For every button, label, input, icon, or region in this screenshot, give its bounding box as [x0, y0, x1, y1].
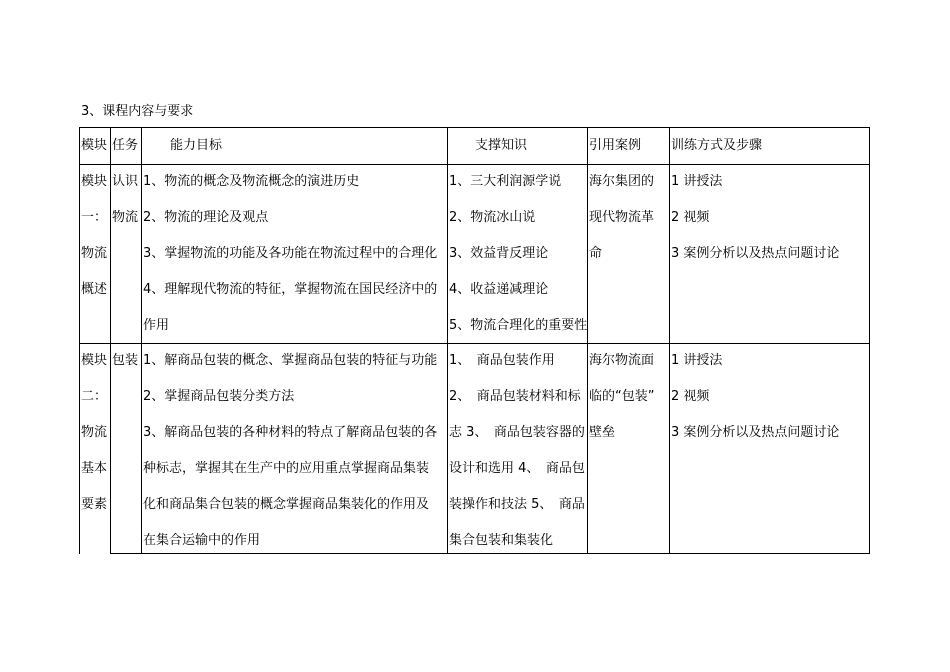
row2-ability-line: 种标志，掌握其在生产中的应用重点掌握商品集装: [143, 461, 430, 476]
row1-ability-line: 作用: [143, 318, 170, 333]
table-col-divider-5: [669, 127, 670, 554]
row1-task-line: 物流: [112, 210, 139, 225]
row2-module-line: 二：: [81, 389, 108, 404]
row2-knowledge-line: 设计和选用 4、 商品包: [449, 461, 585, 476]
row1-ability-line: 1、物流的概念及物流概念的演进历史: [143, 174, 360, 189]
header-case: 引用案例: [589, 138, 642, 153]
row1-training-line: 2 视频: [671, 210, 710, 225]
row2-ability-cell: [143, 343, 447, 559]
row1-knowledge-line: 5、物流合理化的重要性: [449, 318, 587, 333]
table-col-divider-2: [141, 127, 142, 554]
table-border-right: [869, 127, 870, 554]
row2-knowledge-line: 1、 商品包装作用: [449, 353, 555, 368]
section-title: 3、课程内容与要求: [81, 104, 194, 119]
row1-training-cell: [671, 164, 867, 272]
row2-module-line: 基本: [81, 461, 108, 476]
row2-knowledge-line: 志 3、 商品包装容器的: [449, 425, 585, 440]
row2-training-line: 3 案例分析以及热点问题讨论: [671, 425, 840, 440]
row1-knowledge-cell: [449, 164, 587, 344]
row1-training-line: 1 讲授法: [671, 174, 723, 189]
row2-knowledge-line: 2、 商品包装材料和标: [449, 389, 581, 404]
row2-module-line: 要素: [81, 497, 108, 512]
row1-module-line: 模块: [81, 174, 108, 189]
row2-ability-line: 3、解商品包装的各种材料的特点了解商品包装的各: [143, 425, 438, 440]
row1-ability-line: 2、物流的理论及观点: [143, 210, 269, 225]
row2-knowledge-cell: [449, 343, 587, 559]
row2-ability-line: 2、掌握商品包装分类方法: [143, 389, 295, 404]
row1-case-line: 现代物流革: [589, 210, 655, 225]
row1-case-line: 海尔集团的: [589, 174, 655, 189]
row1-case-line: 命: [589, 246, 603, 261]
table-col-divider-1: [110, 127, 111, 554]
row2-knowledge-line: 装操作和技法 5、 商品: [449, 497, 585, 512]
header-task: 任务: [112, 138, 139, 153]
row1-training-line: 3 案例分析以及热点问题讨论: [671, 246, 840, 261]
row1-knowledge-line: 1、三大利润源学说: [449, 174, 562, 189]
row1-knowledge-line: 3、效益背反理论: [449, 246, 549, 261]
table-col-divider-4: [587, 127, 588, 554]
table-col-divider-3: [447, 127, 448, 554]
row1-module-line: 物流: [81, 246, 108, 261]
row1-module-line: 一：: [81, 210, 108, 225]
row1-module-cell: [81, 164, 110, 308]
row2-ability-line: 1、解商品包装的概念、掌握商品包装的特征与功能: [143, 353, 438, 368]
row2-training-line: 1 讲授法: [671, 353, 723, 368]
row2-case-line: 临的“包装”: [589, 389, 655, 404]
row2-module-line: 物流: [81, 425, 108, 440]
header-training: 训练方式及步骤: [671, 138, 763, 153]
row2-case-cell: [589, 343, 669, 451]
row2-knowledge-line: 集合包装和集装化: [449, 533, 554, 548]
row2-ability-line: 在集合运输中的作用: [143, 533, 261, 548]
row1-ability-line: 4、理解现代物流的特征，掌握物流在国民经济中的: [143, 282, 438, 297]
row2-module-line: 模块: [81, 353, 108, 368]
row1-module-line: 概述: [81, 282, 108, 297]
row2-training-cell: [671, 343, 867, 451]
row2-task-line: 包装: [112, 353, 139, 368]
row1-task-line: 认识: [112, 174, 139, 189]
row2-module-cell: [81, 343, 110, 523]
row2-case-line: 海尔物流面: [589, 353, 655, 368]
row2-task-cell: [112, 343, 141, 379]
header-ability: 能力目标: [170, 138, 223, 153]
header-module: 模块: [81, 138, 108, 153]
row1-ability-cell: [143, 164, 447, 344]
row1-knowledge-line: 4、收益递减理论: [449, 282, 549, 297]
row1-ability-line: 3、掌握物流的功能及各功能在物流过程中的合理化: [143, 246, 438, 261]
row2-case-line: 壁垒: [589, 425, 616, 440]
row2-ability-line: 化和商品集合包装的概念掌握商品集装化的作用及: [143, 497, 430, 512]
table-border-left: [79, 127, 80, 554]
header-knowledge: 支撑知识: [475, 138, 528, 153]
row1-knowledge-line: 2、物流冰山说: [449, 210, 536, 225]
row1-case-cell: [589, 164, 669, 272]
row2-training-line: 2 视频: [671, 389, 710, 404]
row1-task-cell: [112, 164, 141, 236]
